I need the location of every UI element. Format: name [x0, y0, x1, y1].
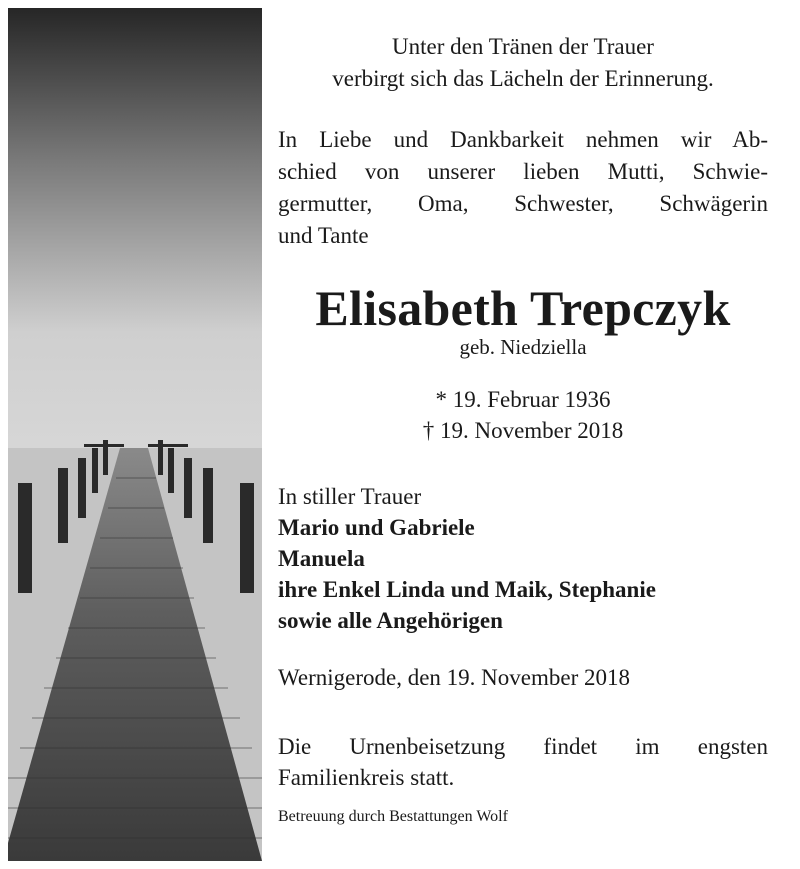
mourners	[278, 481, 768, 636]
farewell-text	[278, 124, 768, 252]
farewell-line: In Liebe und Dankbarkeit nehmen wir Ab-	[278, 127, 768, 152]
mourner-line: Mario und Gabriele	[278, 515, 475, 540]
burial-line: Familienkreis statt.	[278, 765, 455, 790]
burial-line: Die Urnenbeisetzung findet im engsten	[278, 734, 768, 759]
farewell-line: und Tante	[278, 223, 369, 248]
deceased-name: Elisabeth Trepczyk	[315, 280, 731, 336]
undertaker-credit: Betreuung durch Bestattungen Wolf	[278, 808, 508, 825]
birth-date: * 19. Februar 1936	[435, 387, 611, 412]
farewell-line: schied von unserer lieben Mutti, Schwie-	[278, 159, 768, 184]
jetty-illustration	[8, 8, 262, 861]
farewell-line: germutter, Oma, Schwester, Schwägerin	[278, 191, 768, 216]
memorial-quote	[278, 31, 768, 95]
place-and-date: Wernigerode, den 19. November 2018	[278, 665, 630, 690]
burial-note	[278, 731, 768, 793]
life-dates	[278, 384, 768, 446]
mourner-line: Manuela	[278, 546, 365, 571]
mourner-line: sowie alle Angehörigen	[278, 608, 503, 633]
quote-line: Unter den Tränen der Trauer	[392, 34, 654, 59]
mourner-line: ihre Enkel Linda und Maik, Stephanie	[278, 577, 656, 602]
maiden-name: geb. Niedziella	[459, 335, 587, 359]
quote-line: verbirgt sich das Lächeln der Erinnerung.	[332, 66, 714, 91]
mourners-heading: In stiller Trauer	[278, 484, 422, 509]
death-date: † 19. November 2018	[422, 418, 624, 443]
jetty-photo	[8, 8, 262, 861]
